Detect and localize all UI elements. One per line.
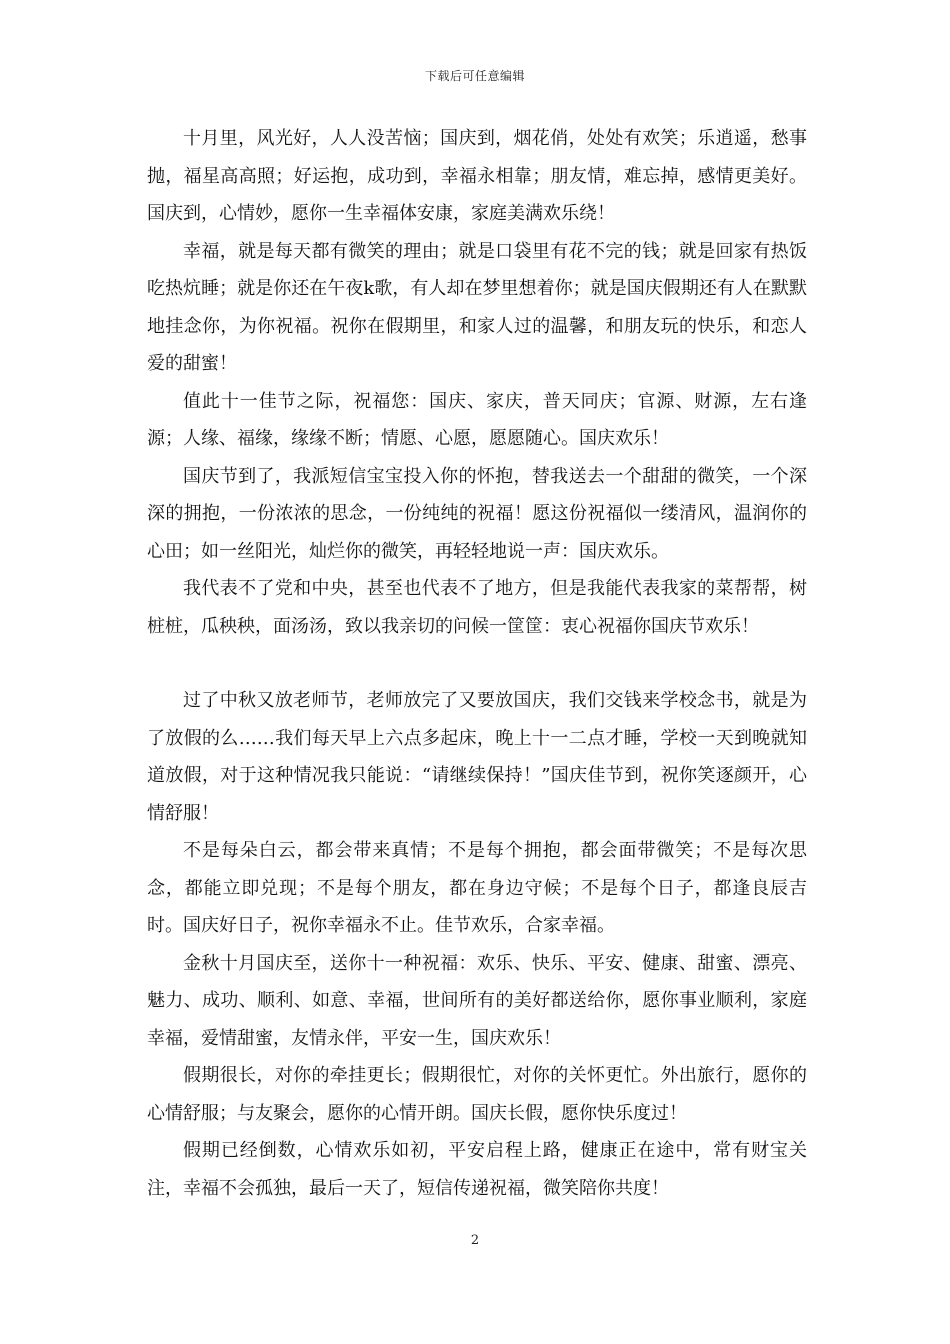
page-header: 下载后可任意编辑 [424, 69, 525, 83]
paragraph: 不是每朵白云，都会带来真情；不是每个拥抱，都会面带微笑；不是每次思念，都能立即兑现；不是每个朋友，都在身边守候；不是每个日子，都逢良辰吉时。国庆好日子，祝你幸福永不止。佳节欢乐，合家幸福。 [147, 840, 807, 936]
paragraph: 值此十一佳节之际，祝福您：国庆、家庆，普天同庆；官源、财源，左右逢源；人缘、福缘，缘缘不断；情愿、心愿，愿愿随心。国庆欢乐！ [147, 390, 807, 449]
paragraph: 金秋十月国庆至，送你十一种祝福：欢乐、快乐、平安、健康、甜蜜、漂亮、魅力、成功、顺利、如意、幸福，世间所有的美好都送给你，愿你事业顺利，家庭幸福，爱情甜蜜，友情永伴，平安一生，国庆欢乐！ [147, 952, 807, 1049]
paragraph: 幸福，就是每天都有微笑的理由；就是口袋里有花不完的钱；就是回家有热饭吃热炕睡；就是你还在午夜k歌，有人却在梦里想着你；就是国庆假期还有人在默默地挂念你，为你祝福。祝你在假期里，和家人过的温馨，和朋友玩的快乐，和恋人爱的甜蜜！ [147, 240, 807, 374]
paragraph: 假期很长，对你的牵挂更长；假期很忙，对你的关怀更忙。外出旅行，愿你的心情舒服；与友聚会，愿你的心情开朗。国庆长假，愿你快乐度过！ [147, 1065, 807, 1124]
paragraph: 假期已经倒数，心情欢乐如初，平安启程上路，健康正在途中，常有财宝关注，幸福不会孤独，最后一天了，短信传递祝福，微笑陪你共度！ [147, 1140, 807, 1199]
paragraph: 国庆节到了，我派短信宝宝投入你的怀抱，替我送去一个甜甜的微笑，一个深深的拥抱，一份浓浓的思念，一份纯纯的祝福！愿这份祝福似一缕清风，温润你的心田；如一丝阳光，灿烂你的微笑，再轻轻地说一声：国庆欢乐。 [147, 465, 807, 562]
page-number: 2 [470, 1233, 480, 1248]
paragraph-gap [147, 645, 807, 682]
document-body [147, 120, 807, 1207]
paragraph: 十月里，风光好，人人没苦恼；国庆到，烟花俏，处处有欢笑；乐逍遥，愁事抛，福星高高照；好运抱，成功到，幸福永相靠；朋友情，难忘掉，感情更美好。国庆到，心情妙，愿你一生幸福体安康，家庭美满欢乐绕！ [147, 128, 807, 224]
paragraph: 我代表不了党和中央，甚至也代表不了地方，但是我能代表我家的菜帮帮，树桩桩，瓜秧秧，面汤汤，致以我亲切的问候一筐筐：衷心祝福你国庆节欢乐！ [147, 578, 807, 637]
paragraph: 过了中秋又放老师节，老师放完了又要放国庆，我们交钱来学校念书，就是为了放假的么……我们每天早上六点多起床，晚上十一二点才睡，学校一天到晚就知道放假，对于这种情况我只能说：“请继续保持！”国庆佳节到，祝你笑逐颜开，心情舒服！ [147, 690, 807, 824]
